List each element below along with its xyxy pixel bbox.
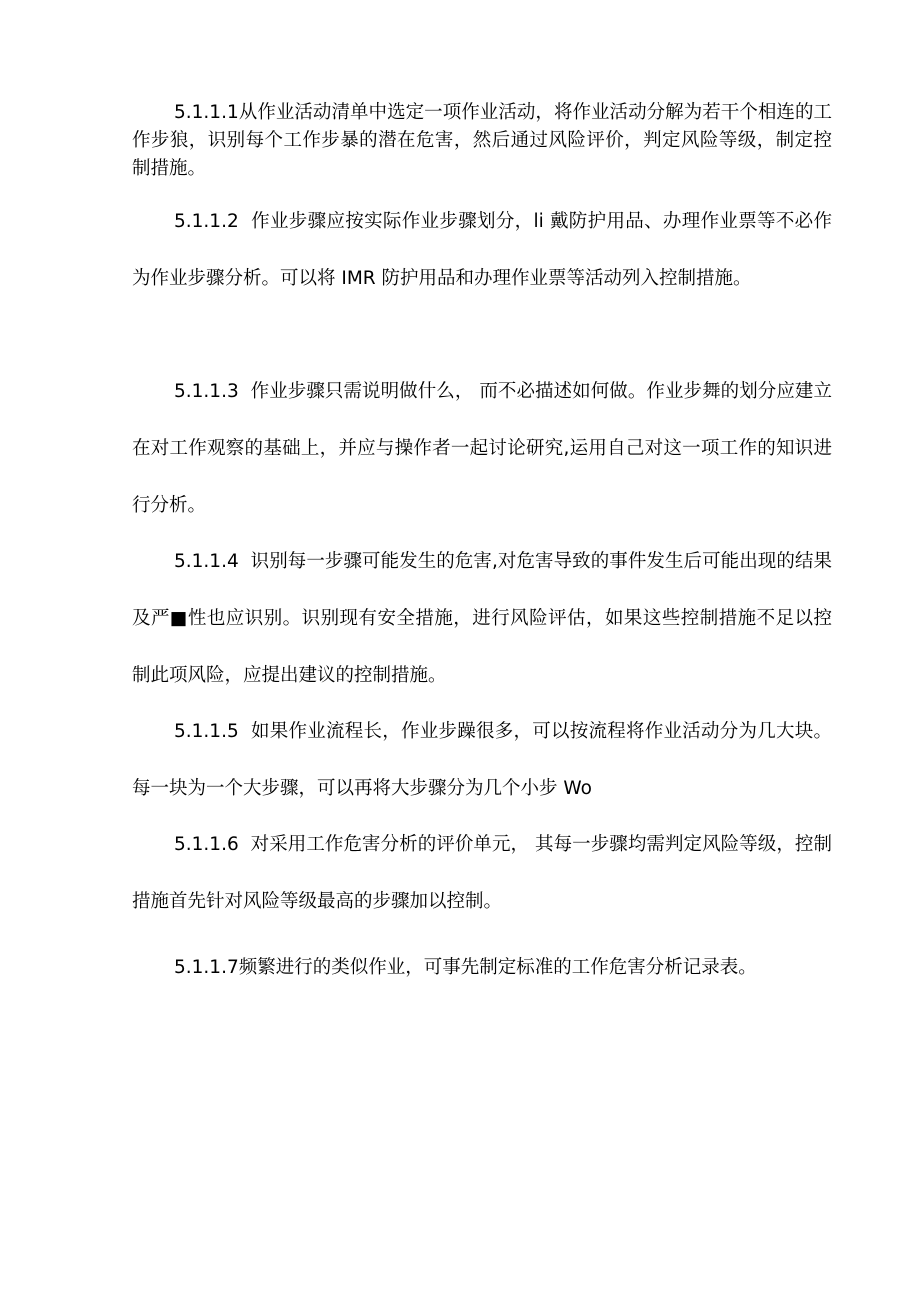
paragraph-text: 作业步骤只需说明做什么， 而不必描述如何做。作业步舞的划分应建立在对工作观察的基础上，并应与操作者一起讨论研究,运用自己对这一项工作的知识进行分析。 [132,381,832,516]
paragraph-text: 从作业活动清单中选定一项作业活动，将作业活动分解为若干个相连的工作步狼，识别每个工作步暴的潜在危害，然后通过风险评价，判定风险等级，制定控制措施。 [132,102,832,179]
paragraph-text: 频繁进行的类似作业，可事先制定标准的工作危害分析记录表。 [238,957,757,978]
paragraph-number: 5.1.1.1 [174,102,239,123]
paragraph-text: 识别每一步骤可能发生的危害,对危害导致的事件发生后可能出现的结果及严■性也应识别。识别现有安全措施，进行风险评估，如果这些控制措施不足以控制此项风险，应提出建议的控制措施。 [132,551,832,686]
paragraph-5-1-1-7 [132,939,832,996]
paragraph-5-1-1-1 [132,99,832,183]
paragraph-5-1-1-4 [132,533,832,704]
paragraph-text: 对采用工作危害分析的评价单元， 其每一步骤均需判定风险等级，控制措施首先针对风险等级最高的步骤加以控制。 [132,834,832,912]
paragraph-text: 作业步骤应按实际作业步骤划分，li 戴防护用品、办理作业票等不必作为作业步骤分析。可以将 IMR 防护用品和办理作业票等活动列入控制措施。 [132,211,833,289]
paragraph-number: 5.1.1.2 [174,211,239,232]
paragraph-5-1-1-2 [132,193,832,307]
paragraph-number: 5.1.1.4 [174,551,239,572]
paragraph-5-1-1-3 [132,363,832,534]
paragraph-number: 5.1.1.7 [174,957,239,978]
paragraph-number: 5.1.1.3 [174,381,239,402]
paragraph-text: 如果作业流程长，作业步躁很多，可以按流程将作业活动分为几大块。每一块为一个大步骤，可以再将大步骤分为几个小步 Wo [132,721,832,799]
paragraph-5-1-1-5 [132,703,832,817]
paragraph-5-1-1-6 [132,816,832,930]
paragraph-number: 5.1.1.5 [174,721,239,742]
paragraph-number: 5.1.1.6 [174,834,239,855]
